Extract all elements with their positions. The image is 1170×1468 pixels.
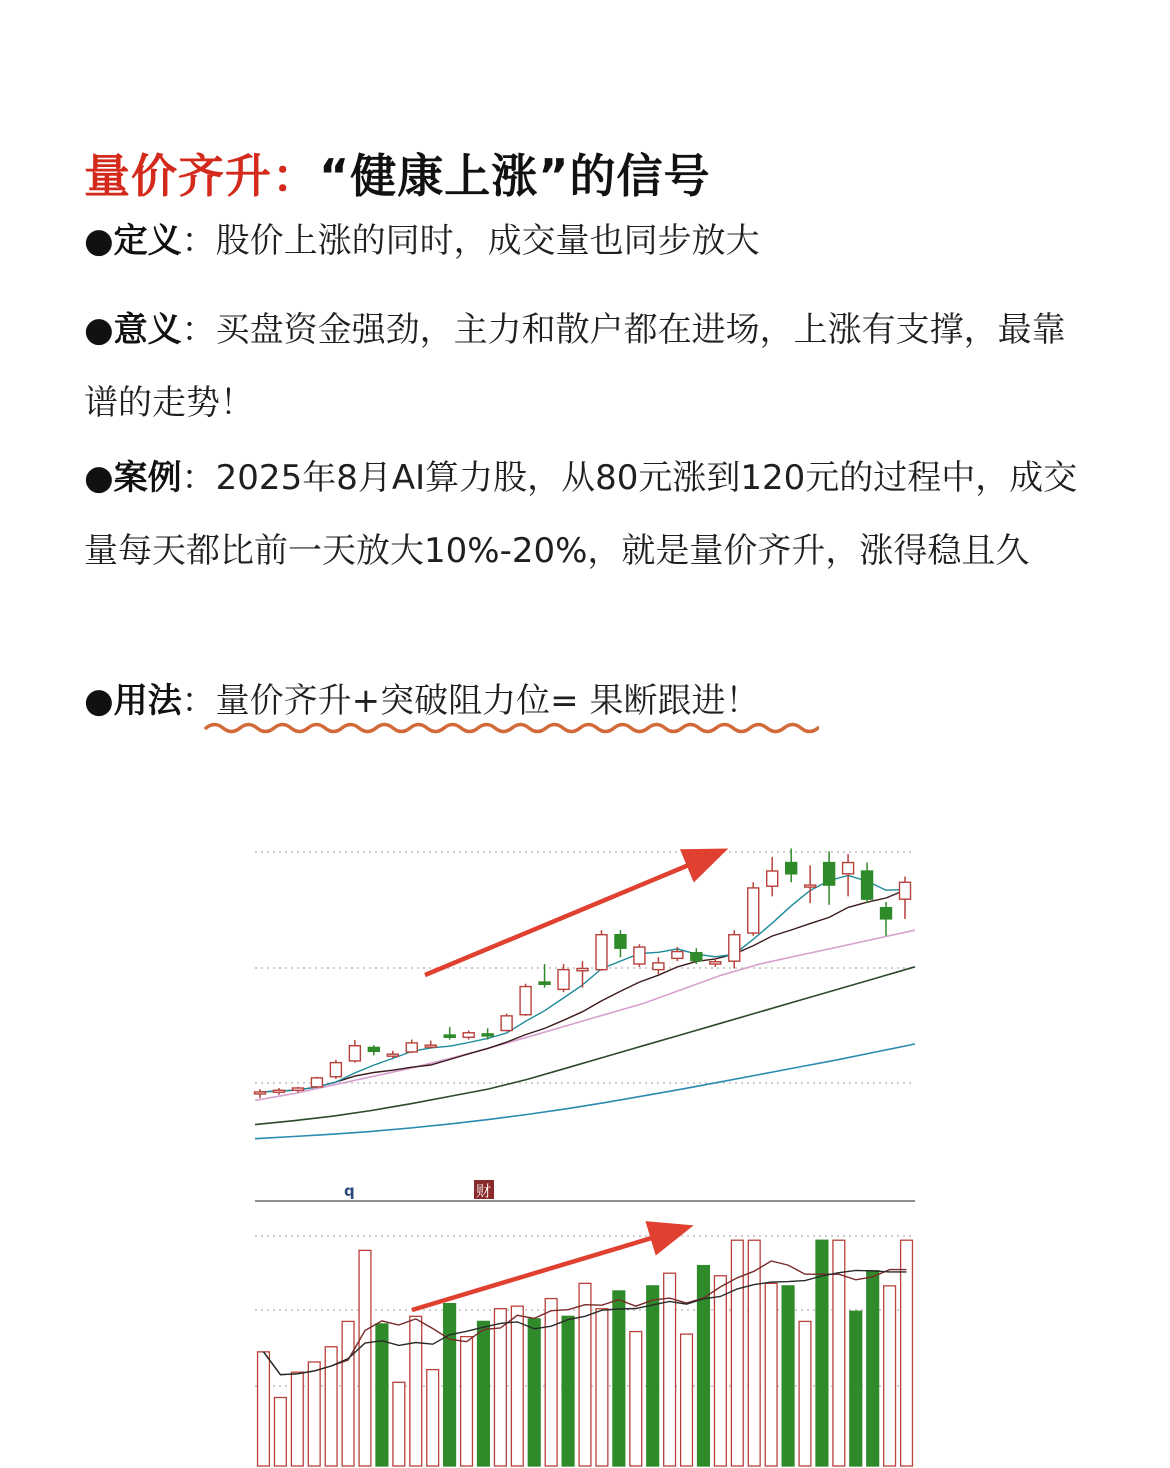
volume-bar xyxy=(901,1240,913,1466)
definition-text: 股价上涨的同时，成交量也同步放大 xyxy=(215,221,760,261)
candle-body xyxy=(805,885,816,887)
volume-trend-arrow xyxy=(412,1228,685,1310)
candlestick xyxy=(767,857,778,896)
title-subtitle: “健康上涨”的信号 xyxy=(319,149,711,203)
candlestick xyxy=(881,902,892,936)
candle-body xyxy=(273,1090,284,1092)
case-head: ●案例 xyxy=(84,458,182,498)
volume-bar xyxy=(427,1370,439,1466)
candle-body xyxy=(634,947,645,964)
candle-body xyxy=(862,871,873,899)
volume-bar xyxy=(308,1362,320,1466)
candle-body xyxy=(710,962,721,964)
meaning-head: ●意义 xyxy=(84,310,182,350)
volume-bar xyxy=(258,1352,270,1466)
candle-body xyxy=(330,1063,341,1077)
candle-body xyxy=(482,1034,493,1036)
volume-bar xyxy=(799,1321,811,1466)
candle-body xyxy=(501,1016,512,1031)
candle-body xyxy=(881,908,892,919)
candlestick xyxy=(254,1089,265,1098)
usage-text: 量价齐升+突破阻力位= 果断跟进！ xyxy=(215,681,760,721)
price-panel xyxy=(254,848,915,1201)
volume-bar xyxy=(884,1286,896,1466)
volume-bar xyxy=(478,1321,490,1466)
volume-bar xyxy=(393,1382,405,1466)
candlestick xyxy=(899,877,910,919)
candlestick xyxy=(653,957,664,974)
candle-body xyxy=(577,969,588,971)
candlestick xyxy=(520,984,531,1016)
volume-bar xyxy=(528,1319,540,1466)
volume-bar xyxy=(714,1276,726,1466)
candlestick xyxy=(577,961,588,987)
candlestick xyxy=(273,1088,284,1095)
candle-body xyxy=(672,952,683,959)
volume-bar xyxy=(596,1309,608,1466)
volume-bar xyxy=(291,1372,303,1466)
candle-body xyxy=(729,935,740,961)
usage-sep: ： xyxy=(181,681,216,721)
volume-bar xyxy=(444,1304,456,1466)
candlestick xyxy=(691,948,702,964)
volume-bar xyxy=(630,1332,642,1466)
volume-bar xyxy=(579,1283,591,1466)
marker-finance: 财 xyxy=(476,1182,492,1200)
candle-body xyxy=(444,1035,455,1037)
volume-bar xyxy=(494,1309,506,1466)
candlestick xyxy=(786,848,797,882)
candle-body xyxy=(425,1045,436,1047)
title-keyword: 量价齐升： xyxy=(84,149,319,203)
volume-bar xyxy=(562,1316,574,1466)
volume-bar xyxy=(613,1291,625,1466)
volume-bar xyxy=(410,1316,422,1466)
volume-bar xyxy=(765,1283,777,1466)
candlestick xyxy=(368,1045,379,1055)
volume-bar xyxy=(545,1299,557,1466)
candlestick xyxy=(729,930,740,968)
candle-body xyxy=(824,863,835,886)
volume-bar xyxy=(511,1306,523,1466)
volume-bar xyxy=(850,1311,862,1466)
candlestick xyxy=(805,865,816,903)
candle-body xyxy=(406,1043,417,1052)
candle-body xyxy=(311,1078,322,1087)
volume-bar xyxy=(461,1337,473,1466)
candlestick xyxy=(349,1040,360,1063)
candlestick xyxy=(311,1077,322,1088)
definition-head: ●定义 xyxy=(84,221,182,261)
volume-bar xyxy=(342,1321,354,1466)
marker-q: q xyxy=(344,1182,355,1200)
candle-body xyxy=(539,982,550,984)
definition-sep: ： xyxy=(181,221,216,261)
candlestick xyxy=(862,863,873,904)
candle-body xyxy=(767,871,778,886)
case-text: 2025年8月AI算力股，从80元涨到120元的过程中，成交量每天都比前一天放大10%-20%，就是量价齐升，涨得稳且久 xyxy=(84,458,1078,571)
candle-body xyxy=(843,863,854,874)
candlestick xyxy=(330,1060,341,1079)
moving-average-line xyxy=(255,930,915,1100)
volume-bar xyxy=(867,1271,879,1466)
candle-body xyxy=(520,987,531,1015)
candlestick xyxy=(539,964,550,988)
candle-body xyxy=(786,863,797,874)
candle-body xyxy=(349,1046,360,1061)
volume-bar xyxy=(731,1240,743,1466)
candlestick xyxy=(615,930,626,957)
meaning-sep: ： xyxy=(181,310,216,350)
case-sep: ： xyxy=(181,458,216,498)
candle-body xyxy=(254,1092,265,1094)
volume-bar xyxy=(647,1286,659,1466)
candle-body xyxy=(615,935,626,949)
candle-body xyxy=(596,935,607,970)
candle-body xyxy=(653,963,664,970)
candlestick xyxy=(748,882,759,936)
volume-panel xyxy=(255,1228,915,1466)
candle-body xyxy=(463,1033,474,1038)
candlestick xyxy=(824,851,835,905)
candle-body xyxy=(748,888,759,933)
volume-bar xyxy=(274,1398,286,1466)
candlestick xyxy=(501,1014,512,1032)
usage-head: ●用法 xyxy=(84,681,182,721)
candle-body xyxy=(368,1047,379,1051)
candle-body xyxy=(899,882,910,899)
candlestick xyxy=(634,944,645,967)
candlestick xyxy=(843,854,854,896)
candle-body xyxy=(387,1054,398,1056)
volume-bar xyxy=(359,1250,371,1466)
candlestick xyxy=(425,1041,436,1049)
candlestick xyxy=(463,1031,474,1040)
candle-body xyxy=(691,953,702,961)
volume-bar xyxy=(782,1286,794,1466)
volume-bar xyxy=(748,1240,760,1466)
candle-body xyxy=(558,970,569,990)
candlestick xyxy=(444,1027,455,1039)
meaning-text: 买盘资金强劲，主力和散户都在进场，上涨有支撑，最靠谱的走势！ xyxy=(84,310,1066,423)
volume-bar xyxy=(376,1324,388,1466)
volume-bar xyxy=(681,1334,693,1466)
candle-body xyxy=(292,1088,303,1090)
candlestick xyxy=(596,930,607,971)
candlestick xyxy=(406,1040,417,1054)
